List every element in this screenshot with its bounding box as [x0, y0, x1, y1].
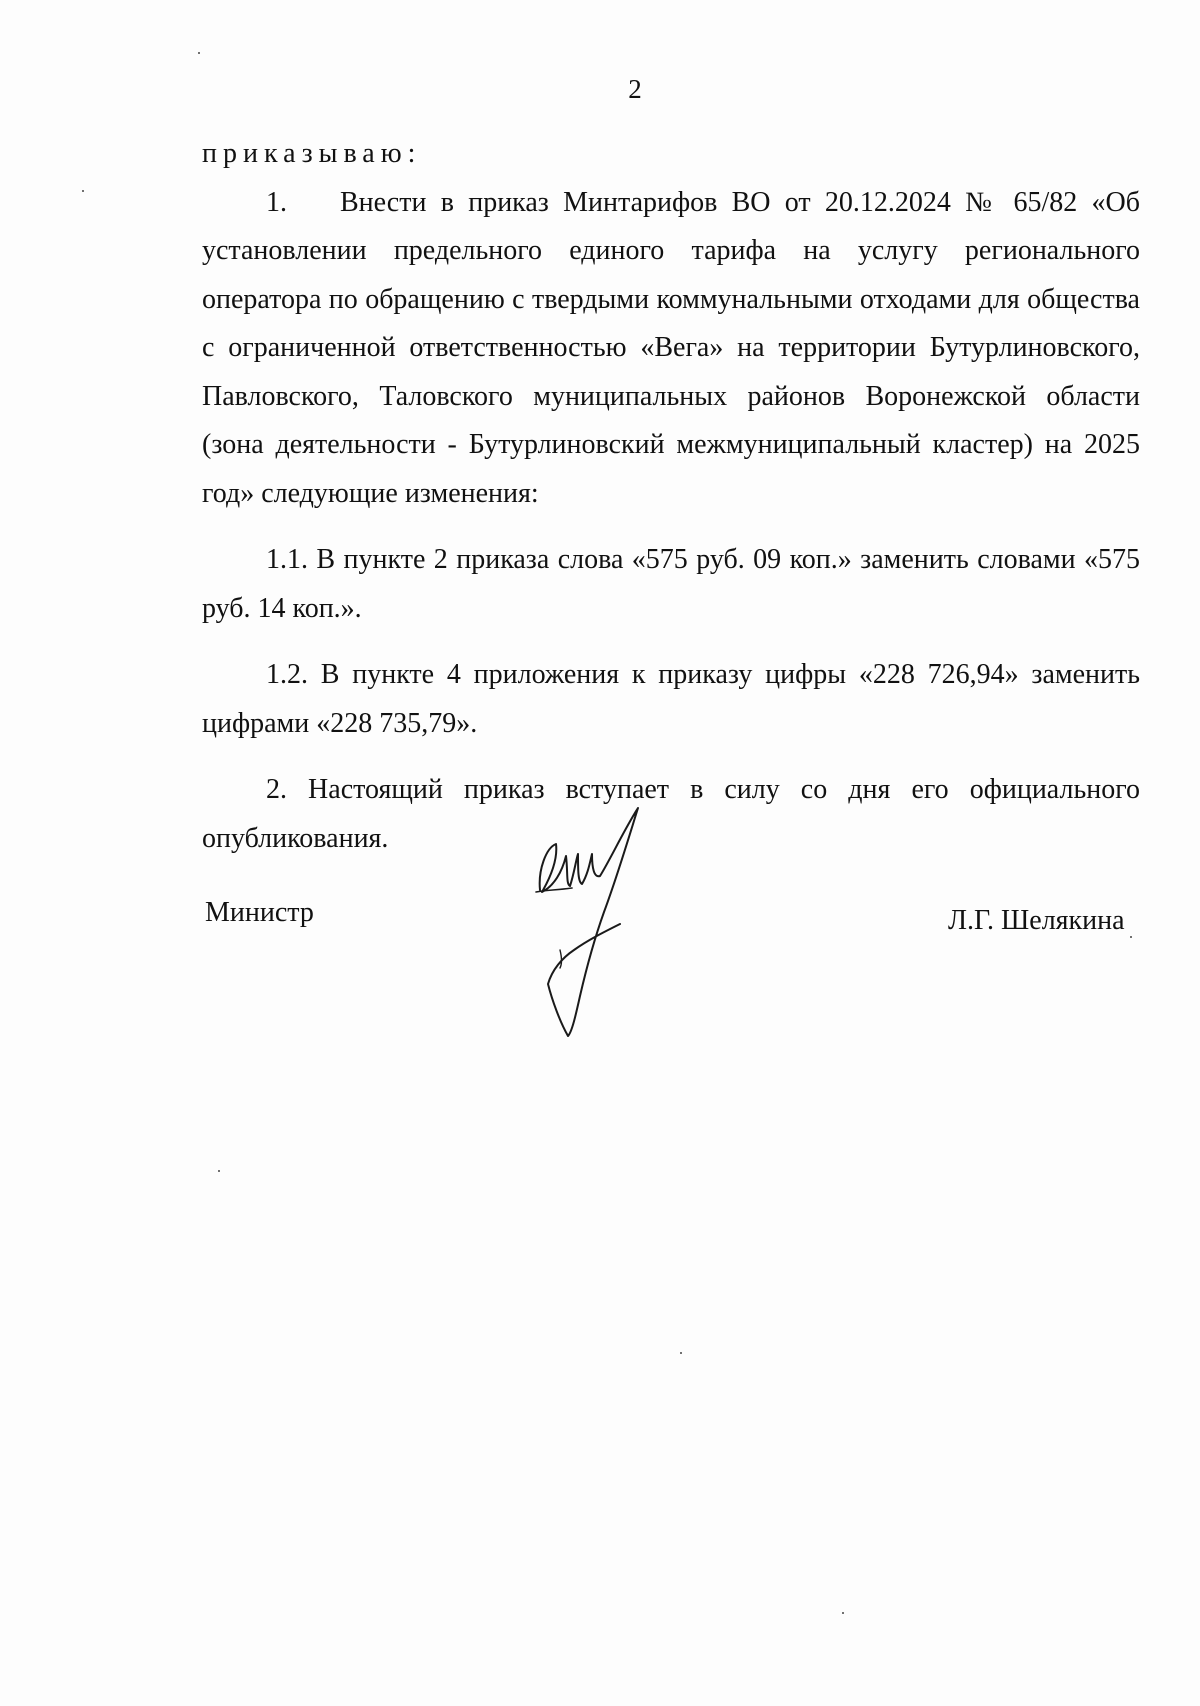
- scan-speck: [680, 1352, 682, 1354]
- item-2: 2. Настоящий приказ вступает в силу со дня его официального опубликования.: [202, 774, 1140, 854]
- signature-block: [0, 800, 1200, 1040]
- handwritten-signature: [528, 800, 658, 1040]
- order-word: [202, 130, 1140, 179]
- item-1-text: Внести в приказ Минтарифов ВО от 20.12.2024 № 65/82 «Об установлении предельного единого тарифа на услугу регионального оператора по обращению с твердыми коммунальными отходами для общества с ограниченной ответственностью «Вега» на территории Бутурлиновского, Павловского, Таловского муниципальных районов Воронежской области (зона деятельности - Бутурлиновский межмуниципальный кластер) на 2025 год» следующие изменения:: [202, 186, 1140, 509]
- order-word-text: приказываю:: [202, 138, 422, 169]
- scan-speck: [1130, 936, 1132, 938]
- item-1: [202, 179, 1140, 519]
- item-1-1: 1.1. В пункте 2 приказа слова «575 руб. 09 коп.» заменить словами «575 руб. 14 коп.».: [202, 544, 1140, 624]
- item-1-number: 1.: [266, 186, 287, 218]
- signer-position: Министр: [205, 897, 314, 928]
- scan-speck: [842, 1612, 844, 1614]
- item-1-2: 1.2. В пункте 4 приложения к приказу цифры «228 726,94» заменить цифрами «228 735,79».: [202, 659, 1140, 739]
- page-number: 2: [628, 74, 642, 104]
- scan-speck: [198, 52, 200, 54]
- scan-speck: [82, 190, 84, 192]
- scan-speck: [218, 1170, 220, 1172]
- signer-name: Л.Г. Шелякина: [948, 905, 1125, 936]
- document-body: [202, 130, 1140, 863]
